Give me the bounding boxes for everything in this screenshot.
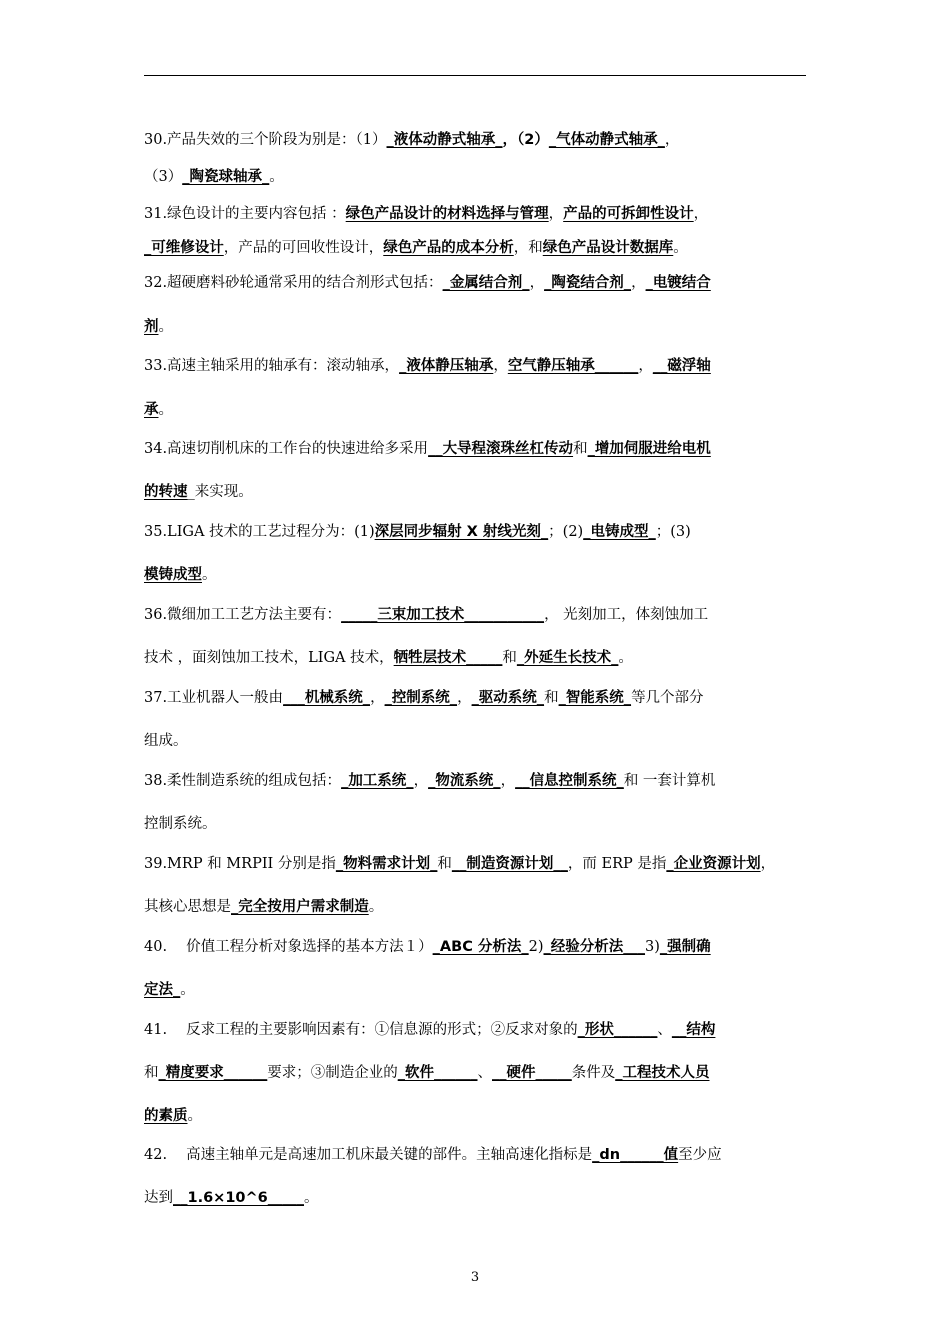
q41-text: 、 <box>657 1022 672 1038</box>
q40-text: 。 <box>180 982 195 998</box>
q41-text: 条件及 <box>571 1065 616 1081</box>
q32-text: 。 <box>158 319 173 335</box>
q32-text: ， <box>529 275 545 291</box>
q32-text: ， <box>631 275 646 291</box>
q33-answer-1: _液体静压轴承 <box>399 358 494 374</box>
q38-text: ， <box>500 773 516 789</box>
q34-line-1 <box>144 437 711 458</box>
q42-text: 。 <box>304 1190 319 1206</box>
q37-text: 等几个部分 <box>631 690 704 706</box>
q33-line-1 <box>144 354 711 375</box>
q37-text: 和 <box>544 690 559 706</box>
q30-text: （3） <box>144 169 183 185</box>
q39-text: 39.MRP 和 MRPII 分别是指 <box>144 856 336 872</box>
q31-line-2 <box>144 236 688 257</box>
q38-line-1 <box>144 769 715 790</box>
q33-answer-3: __磁浮轴 <box>652 358 711 374</box>
q41-text: 要求；③制造企业的 <box>267 1065 398 1081</box>
q30-text: ，（2） <box>502 132 549 148</box>
q33-answer-3-cont: 承 <box>144 402 159 418</box>
q38-text: ， <box>413 773 429 789</box>
q35-text: ；(2) <box>548 524 584 540</box>
q42-text: 42. 高速主轴单元是高速加工机床最关键的部件。主轴高速化指标是 <box>144 1147 593 1163</box>
q42-text: 至少应 <box>678 1147 722 1163</box>
q41-line-2 <box>144 1061 710 1082</box>
q40-answer-3: _强制确 <box>659 939 711 955</box>
q42-text: 达到 <box>144 1190 173 1206</box>
q36-text: 。 <box>618 650 633 666</box>
q42-answer-2: __1.6×10^6_____ <box>173 1190 305 1206</box>
q31-answer-3: _可维修设计 <box>144 240 224 256</box>
q39-text: 其核心思想是 <box>144 899 231 915</box>
q37-line-1 <box>144 686 704 707</box>
q35-answer-1: 深层同步辐射 X 射线光刻_ <box>374 524 549 540</box>
q31-answer-5: 绿色产品设计数据库 <box>542 240 674 256</box>
page-number: 3 <box>470 1270 480 1285</box>
q36-text: 和 <box>502 650 517 666</box>
q32-line-1 <box>144 271 711 292</box>
q41-text: 。 <box>187 1108 202 1124</box>
q34-answer-1: __大导程滚珠丝杠传动 <box>428 441 574 457</box>
q41-text: 、 <box>477 1065 492 1081</box>
q38-text: 38.柔性制造系统的组成包括： <box>144 773 342 789</box>
q35-text: 35.LIGA 技术的工艺过程分为：(1) <box>144 524 375 540</box>
q33-line-2 <box>144 398 173 419</box>
q37-answer-2: _控制系统_ <box>384 690 458 706</box>
q38-line-2 <box>144 812 217 833</box>
q36-line-1 <box>144 603 708 624</box>
q39-answer-4: _完全按用户需求制造 <box>231 899 369 915</box>
q30-answer-2: _气体动静式轴承_ <box>548 132 665 148</box>
q31-text: ， <box>693 206 709 222</box>
q40-answer-3-cont: 定法_ <box>144 982 181 998</box>
q30-line-1 <box>144 128 679 149</box>
q31-text: 。 <box>673 240 688 256</box>
q36-answer-2: 牺牲层技术_____ <box>393 650 503 666</box>
q35-text: ；(3) <box>655 524 691 540</box>
q36-text: 技术 ，面刻蚀加工技术，LIGA 技术， <box>144 650 394 666</box>
q41-answer-1: _形状______ <box>577 1022 658 1038</box>
q33-text: 33.高速主轴采用的轴承有：滚动轴承， <box>144 358 400 374</box>
q39-text: ， <box>760 856 776 872</box>
q32-answer-3: _电镀结合 <box>645 275 711 291</box>
q37-answer-4: _智能系统_ <box>558 690 632 706</box>
q37-text: ， <box>370 690 385 706</box>
q36-text: 36.微细加工工艺方法主要有： <box>144 607 342 623</box>
q33-text: ， <box>493 358 508 374</box>
q34-text: _来实现。 <box>187 484 253 500</box>
q32-answer-3-cont: 剂 <box>144 319 159 335</box>
q38-answer-2: _物流系统_ <box>428 773 501 789</box>
q31-text: 31.绿色设计的主要内容包括 ： <box>144 206 346 222</box>
q30-text: ， <box>664 132 680 148</box>
q36-answer-1: _____三束加工技术___________ <box>341 607 545 623</box>
q37-text: 组成。 <box>144 733 188 749</box>
q36-text: ， 光刻加工，体刻蚀加工 <box>544 607 709 623</box>
q40-line-2 <box>144 978 195 999</box>
q42-line-2 <box>144 1186 319 1207</box>
q34-answer-2-cont: 的转速 <box>144 484 188 500</box>
q35-answer-2: _电铸成型_ <box>583 524 656 540</box>
q31-text: ， <box>548 206 564 222</box>
header-rule <box>144 75 806 76</box>
q41-line-3 <box>144 1104 202 1125</box>
q37-line-2 <box>144 729 188 750</box>
q34-text: 和 <box>573 441 588 457</box>
q40-text: 2) <box>528 939 544 955</box>
q30-line-2 <box>144 165 284 186</box>
q39-line-1 <box>144 852 775 873</box>
q32-answer-2: _陶瓷结合剂_ <box>544 275 632 291</box>
q35-answer-3: 模铸成型 <box>144 567 202 583</box>
q35-line-2 <box>144 563 217 584</box>
q36-answer-3: _外延生长技术_ <box>516 650 619 666</box>
q31-answer-4: 绿色产品的成本分析 <box>383 240 514 256</box>
q32-line-2 <box>144 315 173 336</box>
q38-answer-3: __信息控制系统_ <box>515 773 624 789</box>
q37-answer-3: _驱动系统_ <box>471 690 545 706</box>
q41-line-1 <box>144 1018 715 1039</box>
q30-answer-1: _液体动静式轴承_ <box>386 132 503 148</box>
q31-answer-2: 产品的可拆卸性设计 <box>563 206 694 222</box>
q30-text: 。 <box>269 169 284 185</box>
q41-answer-2: __结构 <box>671 1022 716 1038</box>
q41-answer-6: _工程技术人员 <box>615 1065 710 1081</box>
q38-text: 控制系统。 <box>144 816 217 832</box>
q39-text: 。 <box>368 899 384 915</box>
q39-answer-1: _物料需求计划_ <box>335 856 438 872</box>
q33-text: ， <box>638 358 653 374</box>
q40-answer-2: _经验分析法___ <box>543 939 646 955</box>
q33-answer-2: 空气静压轴承______ <box>507 358 639 374</box>
q41-answer-3: _精度要求______ <box>158 1065 268 1081</box>
q37-answer-1: ___机械系统_ <box>283 690 371 706</box>
q39-line-2 <box>144 895 383 916</box>
q37-text: 37.工业机器人一般由 <box>144 690 284 706</box>
q34-line-2 <box>144 480 253 501</box>
q40-answer-1: _ABC 分析法_ <box>432 939 529 955</box>
q39-text: 和 <box>437 856 452 872</box>
q40-text: 40. 价值工程分析对象选择的基本方法１） <box>144 939 433 955</box>
q36-line-2 <box>144 646 633 667</box>
q39-text: ，而 ERP 是指 <box>567 856 667 872</box>
q33-text: 。 <box>158 402 173 418</box>
q41-answer-6-cont: 的素质 <box>144 1108 188 1124</box>
q30-text: 30.产品失效的三个阶段为别是：（1） <box>144 132 387 148</box>
q32-answer-1: _金属结合剂_ <box>442 275 530 291</box>
q41-answer-4: _软件______ <box>397 1065 478 1081</box>
q32-text: 32.超硬磨料砂轮通常采用的结合剂形式包括： <box>144 275 443 291</box>
q31-answer-1: 绿色产品设计的材料选择与管理 <box>345 206 549 222</box>
q39-answer-2: __制造资源计划__ <box>451 856 568 872</box>
q31-text: ，和 <box>513 240 543 256</box>
q41-text: 41. 反求工程的主要影响因素有：①信息源的形式；②反求对象的 <box>144 1022 578 1038</box>
q34-text: 34.高速切削机床的工作台的快速进给多采用 <box>144 441 429 457</box>
q31-line-1 <box>144 202 708 223</box>
q40-text: 3) <box>645 939 660 955</box>
q38-text: 和 一套计算机 <box>623 773 716 789</box>
q40-line-1 <box>144 935 711 956</box>
q42-line-1 <box>144 1143 722 1164</box>
q31-text: ，产品的可回收性设计， <box>223 240 384 256</box>
q37-text: ， <box>457 690 472 706</box>
q42-answer-1: _dn______值 <box>592 1147 679 1163</box>
q39-answer-3: _企业资源计划 <box>666 856 761 872</box>
q34-answer-2: _增加伺服进给电机 <box>587 441 711 457</box>
q35-line-1 <box>144 520 691 541</box>
q41-text: 和 <box>144 1065 159 1081</box>
q30-answer-3: _陶瓷球轴承_ <box>182 169 270 185</box>
q41-answer-5: __硬件_____ <box>492 1065 572 1081</box>
q35-text: 。 <box>202 567 217 583</box>
q38-answer-1: _加工系统_ <box>341 773 414 789</box>
